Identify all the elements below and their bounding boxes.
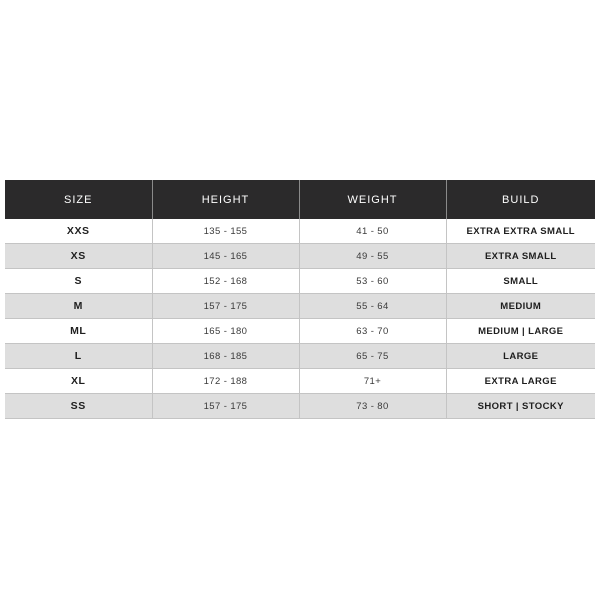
height-cell: 168 - 185: [152, 344, 299, 369]
weight-cell: 63 - 70: [299, 319, 446, 344]
height-cell: 135 - 155: [152, 219, 299, 244]
height-cell: 152 - 168: [152, 269, 299, 294]
header-weight: WEIGHT: [299, 180, 446, 219]
height-cell: 165 - 180: [152, 319, 299, 344]
height-cell: 157 - 175: [152, 294, 299, 319]
table-row: [5, 369, 595, 394]
weight-cell: 49 - 55: [299, 244, 446, 269]
size-cell: M: [5, 294, 152, 319]
height-cell: 172 - 188: [152, 369, 299, 394]
size-chart-table: [5, 180, 595, 419]
size-cell: L: [5, 344, 152, 369]
size-cell: XS: [5, 244, 152, 269]
table-body: [5, 219, 595, 419]
weight-cell: 73 - 80: [299, 394, 446, 419]
table-row: [5, 294, 595, 319]
header-size: SIZE: [5, 180, 152, 219]
weight-cell: 53 - 60: [299, 269, 446, 294]
build-cell: MEDIUM | LARGE: [446, 319, 595, 344]
weight-cell: 65 - 75: [299, 344, 446, 369]
size-cell: SS: [5, 394, 152, 419]
size-cell: S: [5, 269, 152, 294]
build-cell: LARGE: [446, 344, 595, 369]
build-cell: SMALL: [446, 269, 595, 294]
size-cell: ML: [5, 319, 152, 344]
header-build: BUILD: [446, 180, 595, 219]
header-height: HEIGHT: [152, 180, 299, 219]
header-row: [5, 180, 595, 219]
build-cell: EXTRA LARGE: [446, 369, 595, 394]
table-row: [5, 269, 595, 294]
size-cell: XL: [5, 369, 152, 394]
build-cell: MEDIUM: [446, 294, 595, 319]
table-row: [5, 394, 595, 419]
weight-cell: 41 - 50: [299, 219, 446, 244]
size-cell: XXS: [5, 219, 152, 244]
table-row: [5, 219, 595, 244]
weight-cell: 55 - 64: [299, 294, 446, 319]
height-cell: 157 - 175: [152, 394, 299, 419]
weight-cell: 71+: [299, 369, 446, 394]
table-header: [5, 180, 595, 219]
table-row: [5, 344, 595, 369]
table-row: [5, 319, 595, 344]
table-row: [5, 244, 595, 269]
build-cell: EXTRA EXTRA SMALL: [446, 219, 595, 244]
build-cell: EXTRA SMALL: [446, 244, 595, 269]
height-cell: 145 - 165: [152, 244, 299, 269]
build-cell: SHORT | STOCKY: [446, 394, 595, 419]
